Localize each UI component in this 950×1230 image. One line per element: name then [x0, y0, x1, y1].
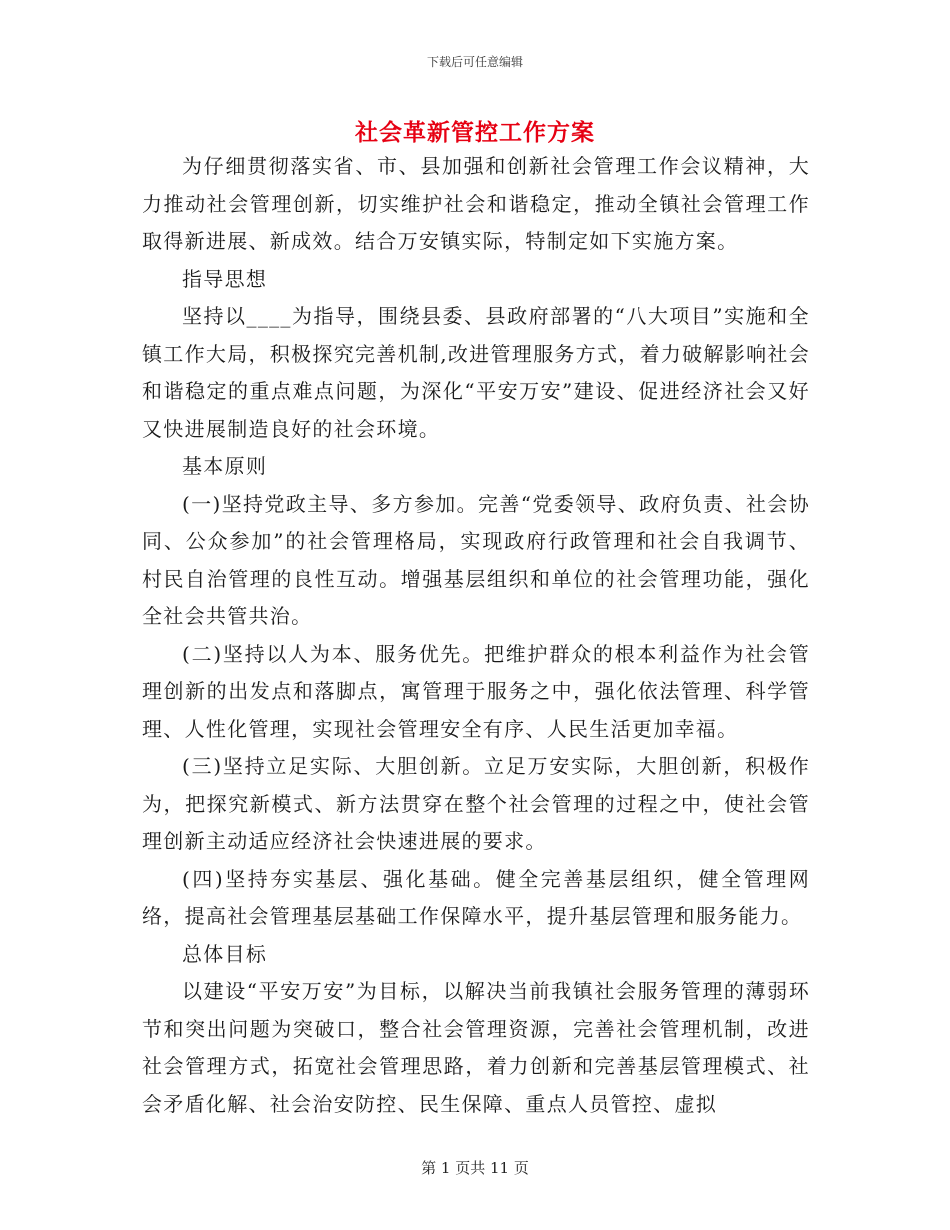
section-heading-guiding-ideology: 指导思想 — [182, 266, 268, 291]
overall-goal-paragraph: 以建设“平安万安”为目标，以解决当前我镇社会服务管理的薄弱环节和突出问题为突破口，整合社会管理资源，完善社会管理机制，改进社会管理方式，拓宽社会管理思路，着力创新和完善基层管理模式、社会矛盾化解、社会治安防控、民生保障、重点人员管控、虚拟 — [142, 979, 810, 1116]
page-number-footer: 第 1 页共 11 页 — [421, 1159, 529, 1177]
document-body — [142, 148, 810, 1123]
section-heading-basic-principles: 基本原则 — [182, 454, 268, 478]
principle-paragraph-3: (三)坚持立足实际、大胆创新。立足万安实际，大胆创新，积极作为，把探究新模式、新方法贯穿在整个社会管理的过程之中，使社会管理创新主动适应经济社会快速进展的要求。 — [142, 754, 810, 853]
principle-paragraph-4: (四)坚持夯实基层、强化基础。健全完善基层组织，健全管理网络，提高社会管理基层基础工作保障水平，提升基层管理和服务能力。 — [142, 866, 810, 928]
document-title: 社会革新管控工作方案 — [355, 119, 595, 146]
intro-paragraph: 为仔细贯彻落实省、市、县加强和创新社会管理工作会议精神，大力推动社会管理创新，切实维护社会和谐稳定，推动全镇社会管理工作取得新进展、新成效。结合万安镇实际，特制定如下实施方案。 — [142, 154, 810, 253]
page-header-note: 下载后可任意编辑 — [426, 55, 523, 69]
section-heading-overall-goal: 总体目标 — [182, 941, 268, 966]
guiding-ideology-paragraph: 坚持以____为指导，围绕县委、县政府部署的“八大项目”实施和全镇工作大局，积极探究完善机制,改进管理服务方式，着力破解影响社会和谐稳定的重点难点问题，为深化“平安万安”建设、促进经济社会又好又快进展制造良好的社会环境。 — [142, 304, 810, 441]
principle-paragraph-2: (二)坚持以人为本、服务优先。把维护群众的根本利益作为社会管理创新的出发点和落脚点，寓管理于服务之中，强化依法管理、科学管理、人性化管理，实现社会管理安全有序、人民生活更加幸福。 — [142, 641, 810, 741]
principle-paragraph-1: (一)坚持党政主导、多方参加。完善“党委领导、政府负责、社会协同、公众参加”的社会管理格局，实现政府行政管理和社会自我调节、村民自治管理的良性互动。增强基层组织和单位的社会管理功能，强化全社会共管共治。 — [142, 491, 810, 628]
